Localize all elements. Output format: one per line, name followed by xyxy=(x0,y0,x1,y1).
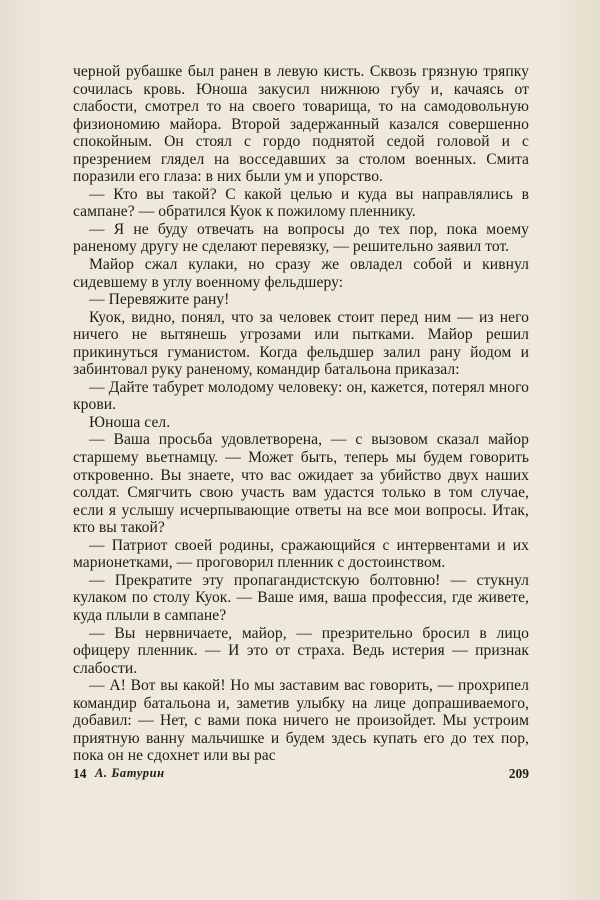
paragraph: — А! Вот вы какой! Но мы заставим вас говорить, — прохрипел командир батальона и, заметив улыбку на лице допрашиваемого, добавил: — Нет, с вами пока ничего не произойдет. Мы устроим приятную ванну мальчишке и будем здесь купать его до тех пор, пока он не сдохнет или вы рас xyxy=(73,677,529,765)
paragraph: Юноша сел. xyxy=(89,413,171,431)
body-text xyxy=(73,63,529,765)
paragraph: — Перевяжите рану! xyxy=(89,291,230,309)
paragraph: — Дайте табурет молодому человеку: он, кажется, потерял много крови. xyxy=(73,378,529,414)
paragraph: — Я не буду отвечать на вопросы до тех пор, пока моему раненому другу не сделают перевязку, — решительно заявил тот. xyxy=(73,220,529,256)
paragraph: — Ваша просьба удовлетворена, — с вызовом сказал майор старшему вьетнамцу. — Может быть, теперь мы будем говорить откровенно. Вы знаете, что вас ожидает за убийство двух наших солдат. Смягчить свою участь вам удастся только в том случае, если я услышу исчерпывающие ответы на все мои вопросы. Итак, кто вы такой? xyxy=(73,431,529,537)
paragraph: черной рубашке был ранен в левую кисть. Сквозь грязную тряпку сочилась кровь. Юноша закусил нижнюю губу и, качаясь от слабости, смотрел то на своего товарища, то на самодовольную физиономию майора. Второй задержанный казался совершенно спокойным. Он стоял с гордо поднятой седой головой и с презрением глядел на восседавших за столом военных. Смита поразили его глаза: в них были ум и упорство. xyxy=(73,63,529,186)
paragraph: — Патриот своей родины, сражающийся с интервентами и их марионетками, — проговорил пленник с достоинством. xyxy=(73,536,529,572)
paragraph: — Прекратите эту пропагандистскую болтовню! — стукнул кулаком по столу Куок. — Ваше имя, ваша профессия, где живете, куда плыли в сампане? xyxy=(73,571,529,624)
page-footer xyxy=(73,766,529,788)
signature-mark: 14 xyxy=(73,766,87,781)
paragraph: Куок, видно, понял, что за человек стоит перед ним — из него ничего не вытянешь угрозами или пытками. Майор решил прикинуться гуманистом. Когда фельдшер залил рану йодом и забинтовал руку раненому, командир батальона приказал: xyxy=(73,308,529,379)
page-number: 209 xyxy=(508,766,529,781)
paragraph: — Кто вы такой? С какой целью и куда вы направлялись в сампане? — обратился Куок к пожилому пленнику. xyxy=(73,185,529,221)
author-name: А. Батурин xyxy=(95,766,165,780)
paragraph: — Вы нервничаете, майор, — презрительно бросил в лицо офицеру пленник. — И это от страха. Ведь истерия — признак слабости. xyxy=(73,624,529,677)
paragraph: Майор сжал кулаки, но сразу же овладел собой и кивнул сидевшему в углу военному фельдшеру: xyxy=(73,256,529,291)
